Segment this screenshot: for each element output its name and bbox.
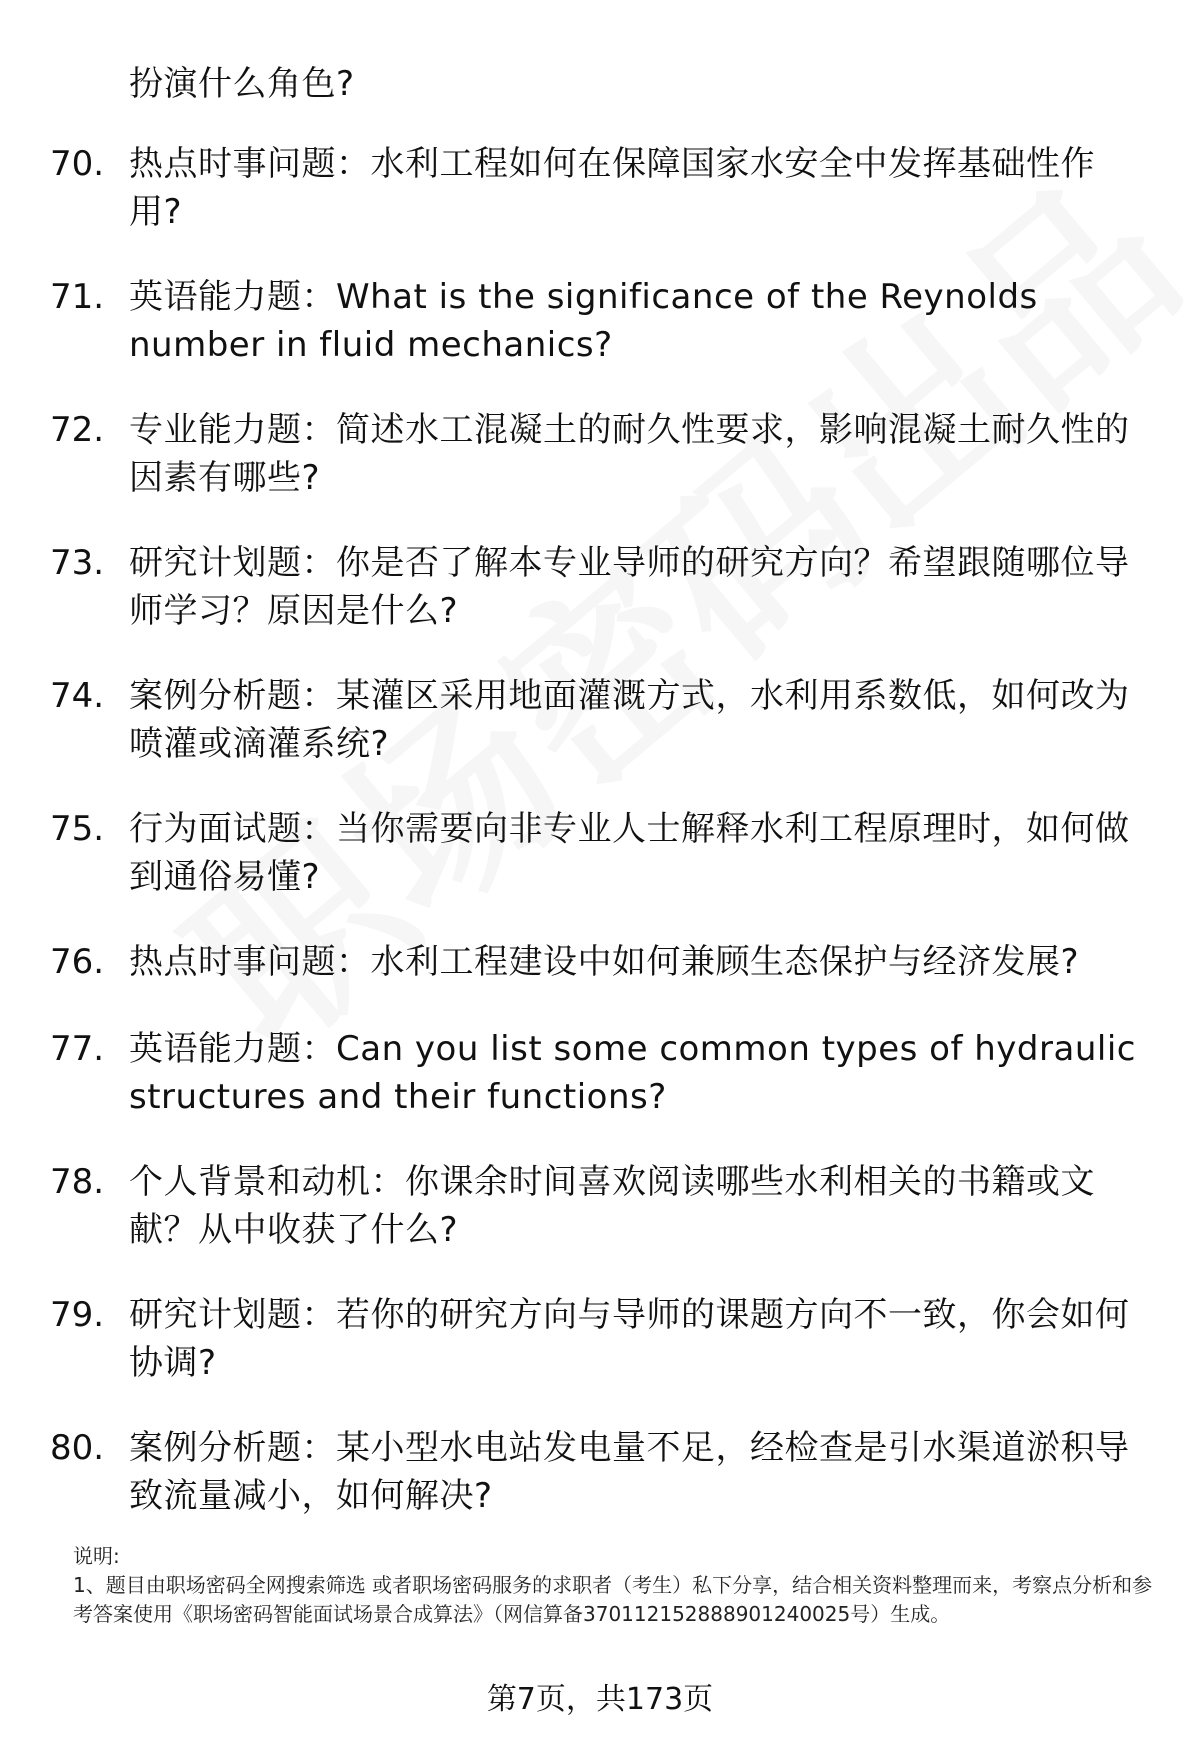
question-item	[0, 672, 1200, 805]
question-item	[0, 1158, 1200, 1291]
question-text: 研究计划题：若你的研究方向与导师的课题方向不一致，你会如何协调?	[129, 1295, 1130, 1383]
question-number: 79.	[50, 1295, 105, 1335]
question-number: 74.	[50, 676, 105, 716]
question-number: 78.	[50, 1162, 105, 1202]
question-number: 73.	[50, 543, 105, 583]
question-number: 71.	[50, 277, 105, 317]
question-item	[0, 805, 1200, 938]
notes-heading: 说明:	[73, 1544, 120, 1568]
question-item	[0, 406, 1200, 539]
question-item	[0, 1025, 1200, 1158]
question-text: 案例分析题：某小型水电站发电量不足，经检查是引水渠道淤积导致流量减小，如何解决?	[129, 1428, 1130, 1516]
question-number: 70.	[50, 144, 105, 184]
question-number: 75.	[50, 809, 105, 849]
question-number: 76.	[50, 942, 105, 982]
question-item	[0, 539, 1200, 672]
notes-section	[73, 1542, 1153, 1629]
question-item	[0, 1424, 1200, 1557]
question-number: 77.	[50, 1029, 105, 1069]
question-text: 热点时事问题：水利工程如何在保障国家水安全中发挥基础性作用?	[129, 144, 1095, 232]
question-text: 热点时事问题：水利工程建设中如何兼顾生态保护与经济发展?	[129, 942, 1080, 982]
question-text: 专业能力题：简述水工混凝土的耐久性要求，影响混凝土耐久性的因素有哪些?	[129, 410, 1130, 498]
question-list	[0, 140, 1200, 1557]
question-text: 研究计划题：你是否了解本专业导师的研究方向？希望跟随哪位导师学习？原因是什么?	[129, 543, 1130, 631]
page-number-label: 第7页，共173页	[486, 1682, 714, 1717]
page-footer	[0, 1680, 1200, 1720]
question-text: 英语能力题：What is the significance of the Reynolds number in fluid mechanics?	[129, 277, 1038, 365]
continuation-text: 扮演什么角色?	[129, 64, 355, 104]
notes-body: 1、题目由职场密码全网搜索筛选 或者职场密码服务的求职者（考生）私下分享，结合相关资料整理而来，考察点分析和参考答案使用《职场密码智能面试场景合成算法》（网信算备370112152888901240025号）生成。	[73, 1573, 1153, 1626]
question-number: 80.	[50, 1428, 105, 1468]
question-number: 72.	[50, 410, 105, 450]
question-item	[0, 938, 1200, 1025]
question-text: 行为面试题：当你需要向非专业人士解释水利工程原理时，如何做到通俗易懂?	[129, 809, 1130, 897]
question-item	[0, 1291, 1200, 1424]
question-text: 案例分析题：某灌区采用地面灌溉方式，水利用系数低，如何改为喷灌或滴灌系统?	[129, 676, 1130, 764]
question-item	[0, 140, 1200, 273]
question-text: 英语能力题：Can you list some common types of hydraulic structures and their functions?	[129, 1029, 1136, 1117]
question-item	[0, 273, 1200, 406]
question-text: 个人背景和动机：你课余时间喜欢阅读哪些水利相关的书籍或文献？从中收获了什么?	[129, 1162, 1095, 1250]
